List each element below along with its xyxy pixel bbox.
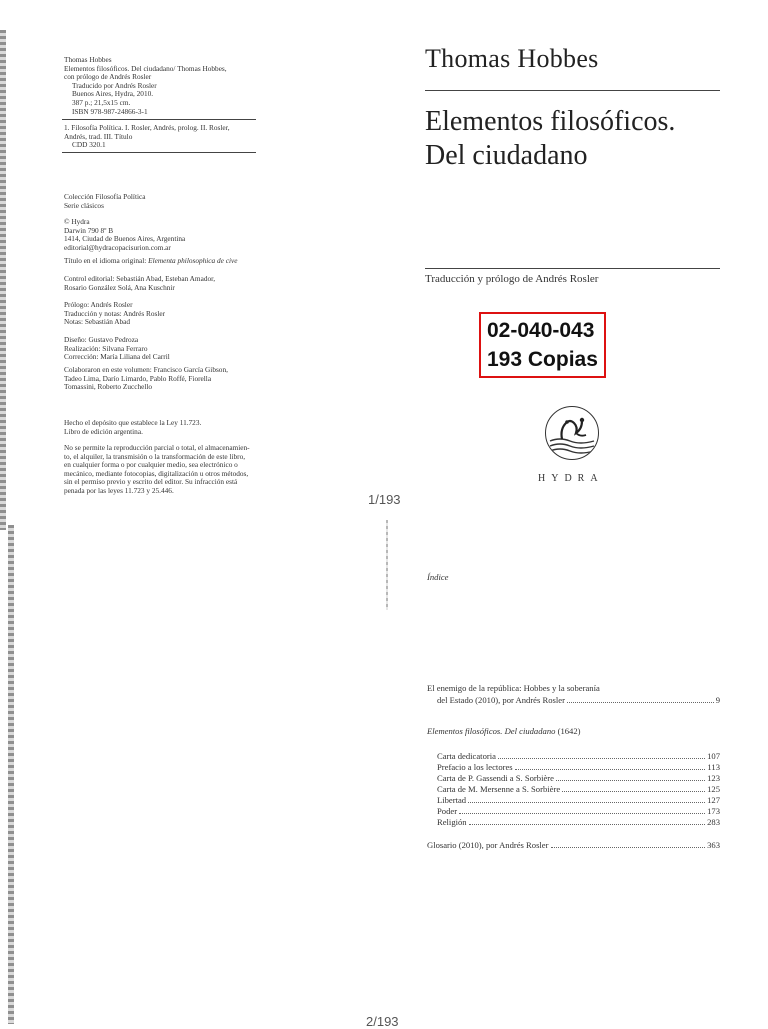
index-entry-page: 123 [707, 773, 720, 783]
classification-line: CDD 320.1 [72, 140, 106, 150]
index-entry [437, 795, 720, 805]
index-glossary-row [427, 840, 720, 850]
legal-line: Libro de edición argentina. [64, 426, 143, 436]
catalog-line: ISBN 978-987-24866-3-1 [72, 106, 148, 116]
catalog-line: con prólogo de Andrés Rosler [64, 72, 152, 82]
book-title [425, 105, 675, 173]
leader-dots [567, 702, 714, 703]
colophon-collection [64, 193, 145, 210]
index-glossary-page: 363 [707, 840, 720, 850]
colophon-legal [64, 419, 201, 436]
index-entry [437, 773, 720, 783]
colophon-classification [64, 124, 230, 150]
catalog-line: Traducido por Andrés Rosler [72, 80, 157, 90]
index-entry-label: Carta dedicatoria [437, 751, 496, 761]
classification-rule [62, 152, 256, 153]
colophon-editorial [64, 275, 215, 292]
leader-dots [515, 769, 706, 770]
catalog-line: 387 p.; 21,5x15 cm. [72, 97, 131, 107]
credits-line: Prólogo: Andrés Rosler [64, 300, 133, 309]
collaborators-line: Tadeo Lima, Darío Limardo, Pablo Roffé, Fiorella [64, 373, 212, 383]
publisher-line: © Hydra [64, 217, 90, 226]
scan-edge-middle [386, 520, 388, 610]
design-line: Corrección: María Liliana del Carril [64, 352, 170, 362]
index-entry-label: Poder [437, 806, 458, 816]
index-entry [437, 817, 720, 827]
index-prologue-label: del Estado (2010), por Andrés Rosler [437, 695, 565, 705]
colophon-catalog [64, 56, 227, 116]
translator-rule [425, 268, 720, 269]
classification-line: 1. Filosofía Política. I. Rosler, Andrés, prolog. II. Rosler, [64, 123, 230, 132]
index-entry-page: 107 [707, 751, 720, 761]
design-line: Diseño: Gustavo Pedroza [64, 335, 139, 344]
index-entry [437, 751, 720, 761]
catalog-line: Thomas Hobbes [64, 55, 112, 64]
index-entry-label: Religión [437, 817, 467, 827]
publisher-line: Darwin 790 8º B [64, 225, 114, 235]
leader-dots [562, 791, 705, 792]
index-entry-page: 113 [707, 762, 720, 772]
work-title: Elementos filosóficos. Del ciudadano [427, 726, 556, 736]
page-number: 1/193 [368, 492, 401, 507]
book-author: Thomas Hobbes [425, 44, 599, 73]
index-entry-label: Libertad [437, 795, 467, 805]
classification-line: Andrés, trad. III. Título [64, 131, 133, 141]
legal-line: Hecho el depósito que establece la Ley 11.723. [64, 418, 202, 427]
collection-line: Colección Filosofía Política [64, 192, 146, 201]
credits-line: Traducción y notas: Andrés Rosler [64, 308, 166, 318]
author-rule [425, 90, 720, 91]
rights-line: to, el alquiler, la transmisión o la transformación de este libro, [64, 451, 246, 461]
rights-line: No se permite la reproducción parcial o total, el almacenamien- [64, 443, 250, 452]
index-glossary-label: Glosario (2010), por Andrés Rosler [427, 840, 549, 850]
colophon-design [64, 336, 170, 362]
original-title: Elementa philosophica de cive [148, 256, 238, 265]
collection-line: Serie clásicos [64, 200, 104, 210]
scan-edge-left-top [0, 30, 6, 530]
index-entry-label: Prefacio a los lectores [437, 762, 513, 772]
stamp-code: 02-040-043 [487, 319, 595, 342]
leader-dots [551, 847, 706, 848]
index-entry-label: Carta de P. Gassendi a S. Sorbière [437, 773, 554, 783]
colophon-rights [64, 444, 250, 496]
index-entry-page: 173 [707, 806, 720, 816]
rights-line: mecánico, mediante fotocopias, digitalización u otros métodos, [64, 468, 249, 478]
editorial-line: Control editorial: Sebastián Abad, Esteban Amador, [64, 274, 216, 283]
index-prologue-row [437, 695, 720, 705]
book-title-line1: Elementos filosóficos. [425, 106, 676, 137]
index-entry [437, 784, 720, 794]
original-title-label: Título en el idioma original: [64, 256, 147, 265]
leader-dots [469, 824, 706, 825]
work-year: (1642) [557, 726, 581, 736]
catalog-line: Elementos filosóficos. Del ciudadano/ Thomas Hobbes, [64, 63, 227, 73]
publisher-line: editorial@hydracopacisurion.com.ar [64, 242, 171, 252]
collaborators-line: Tomassini, Roberto Zucchello [64, 382, 153, 392]
index-prologue-line1: El enemigo de la república: Hobbes y la soberanía [427, 683, 600, 693]
catalog-line: Buenos Aires, Hydra, 2010. [72, 89, 154, 99]
hydra-logo-icon [545, 406, 599, 460]
leader-dots [459, 813, 705, 814]
index-entry-page: 127 [707, 795, 720, 805]
stamp-copies: 193 Copias [487, 348, 598, 371]
index-heading [427, 572, 448, 582]
rights-line: penada por las leyes 11.723 y 25.446. [64, 485, 174, 495]
colophon-original-title [64, 257, 237, 266]
rights-line: en cualquier forma o por cualquier medio, sea electrónico o [64, 460, 238, 470]
publisher-line: 1414, Ciudad de Buenos Aires, Argentina [64, 234, 186, 244]
leader-dots [468, 802, 705, 803]
book-title-line2: Del ciudadano [425, 140, 588, 171]
index-entry [437, 806, 720, 816]
colophon-credits [64, 301, 165, 327]
index-heading-text: Índice [427, 572, 449, 582]
index-prologue-page: 9 [715, 695, 720, 705]
design-line: Realización: Silvana Ferraro [64, 343, 148, 353]
catalog-rule [62, 119, 256, 120]
credits-line: Notas: Sebastián Abad [64, 317, 131, 327]
editorial-line: Rosario González Solá, Ana Kuschnir [64, 282, 175, 292]
rights-line: sin el permiso previo y escrito del editor. Su infracción está [64, 477, 238, 487]
index-entry-page: 125 [707, 784, 720, 794]
colophon-publisher [64, 218, 185, 252]
scan-edge-left-bottom [8, 525, 14, 1024]
translator-credit: Traducción y prólogo de Andrés Rosler [425, 273, 599, 285]
index-entry-page: 283 [707, 817, 720, 827]
leader-dots [498, 758, 705, 759]
index-entry-label: Carta de M. Mersenne a S. Sorbière [437, 784, 561, 794]
collaborators-line: Colaboraron en este volumen: Francisco García Gibson, [64, 365, 228, 374]
index-entry [437, 762, 720, 772]
publisher-name: HYDRA [538, 473, 604, 484]
colophon-collaborators [64, 366, 228, 392]
copy-stamp [479, 312, 606, 378]
leader-dots [556, 780, 705, 781]
page-number-next: 2/193 [366, 1014, 399, 1029]
index-work-title [427, 726, 581, 736]
